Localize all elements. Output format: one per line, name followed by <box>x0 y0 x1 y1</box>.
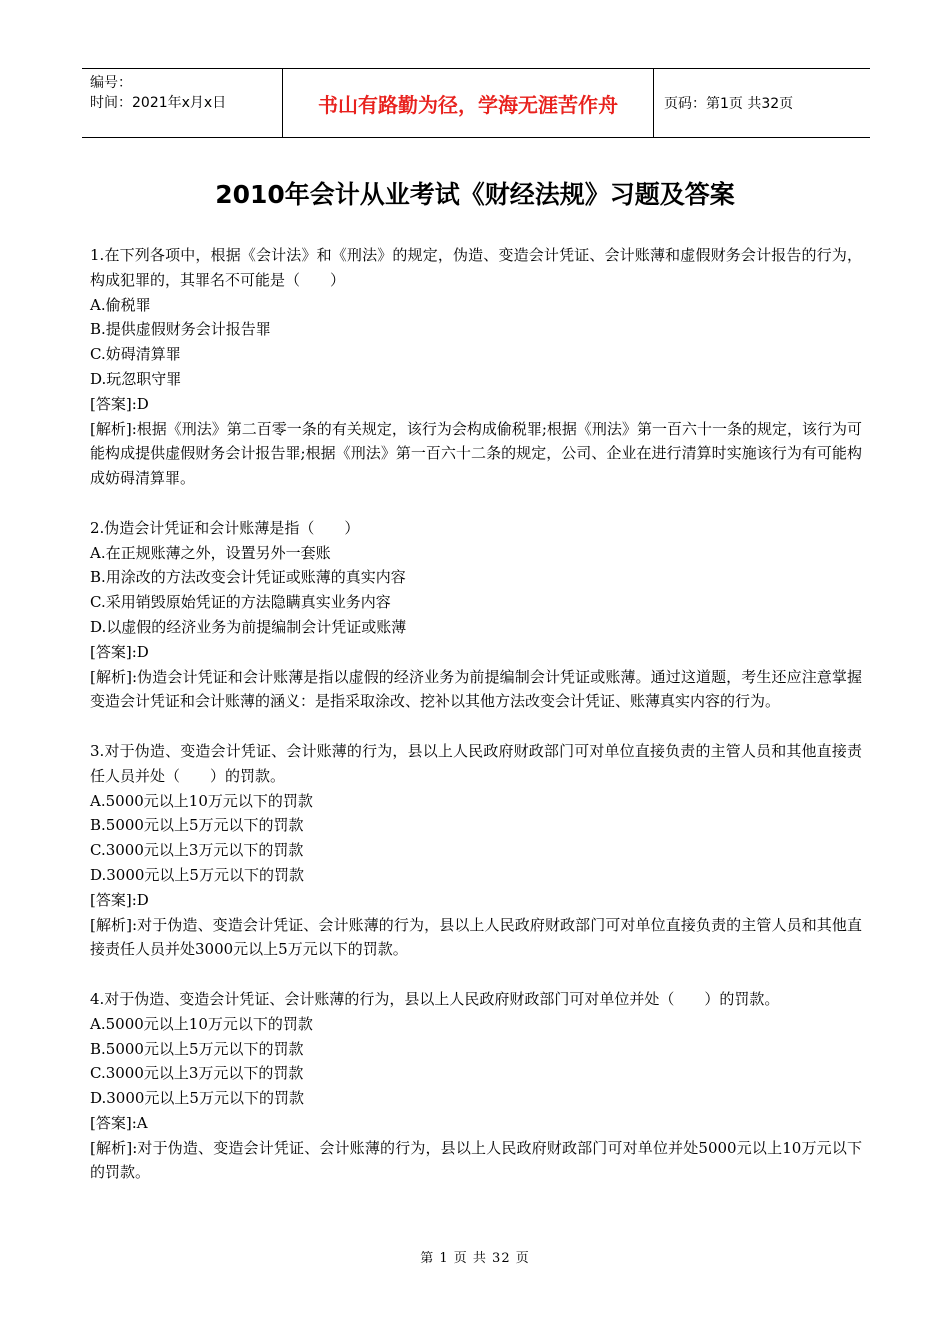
document-header <box>82 68 870 138</box>
question-analysis: [解析]:伪造会计凭证和会计账薄是指以虚假的经济业务为前提编制会计凭证或账薄。通过这道题，考生还应注意掌握变造会计凭证和会计账薄的涵义：是指采取涂改、挖补以其他方法改变会计凭证、账薄真实内容的行为。 <box>90 667 862 711</box>
question-option: B.5000元以上5万元以下的罚款 <box>90 1039 304 1058</box>
question-answer: [答案]:A <box>90 1113 148 1132</box>
page-footer: 第 1 页 共 32 页 <box>420 1251 530 1266</box>
question-option: A.5000元以上10万元以下的罚款 <box>90 1014 313 1033</box>
question-item <box>90 243 862 491</box>
question-stem: 3.对于伪造、变造会计凭证、会计账薄的行为，县以上人民政府财政部门可对单位直接负责的主管人员和其他直接责任人员并处（ ）的罚款。 <box>90 741 862 785</box>
question-option: D.玩忽职守罪 <box>90 369 182 388</box>
question-analysis: [解析]:对于伪造、变造会计凭证、会计账薄的行为，县以上人民政府财政部门可对单位直接负责的主管人员和其他直接责任人员并处3000元以上5万元以下的罚款。 <box>90 915 862 959</box>
question-option: A.偷税罪 <box>90 295 151 314</box>
question-option: C.3000元以上3万元以下的罚款 <box>90 841 304 860</box>
question-stem: 1.在下列各项中，根据《会计法》和《刑法》的规定，伪造、变造会计凭证、会计账薄和虚假财务会计报告的行为，构成犯罪的，其罪名不可能是（ ） <box>90 246 862 289</box>
question-option: D.以虚假的经济业务为前提编制会计凭证或账薄 <box>90 617 407 636</box>
question-option: B.用涂改的方法改变会计凭证或账薄的真实内容 <box>90 568 406 587</box>
header-motto: 书山有路勤为径，学海无涯苦作舟 <box>282 69 654 137</box>
question-item <box>90 516 862 714</box>
header-page-info: 页码：第1页 共32页 <box>664 96 794 112</box>
question-option: B.5000元以上5万元以下的罚款 <box>90 816 304 835</box>
question-answer: [答案]:D <box>90 890 149 909</box>
question-option: B.提供虚假财务会计报告罪 <box>90 320 271 339</box>
question-stem: 2.伪造会计凭证和会计账薄是指（ ） <box>90 518 360 537</box>
question-option: A.5000元以上10万元以下的罚款 <box>90 791 313 810</box>
question-answer: [答案]:D <box>90 642 149 661</box>
question-option: C.3000元以上3万元以下的罚款 <box>90 1064 304 1083</box>
document-title: 2010年会计从业考试《财经法规》习题及答案 <box>215 180 735 209</box>
question-option: A.在正规账薄之外，设置另外一套账 <box>90 543 331 562</box>
document-number-label: 编号： <box>90 75 132 91</box>
question-analysis: [解析]:根据《刑法》第二百零一条的有关规定，该行为会构成偷税罪;根据《刑法》第一百六十一条的规定，该行为可能构成提供虚假财务会计报告罪;根据《刑法》第一百六十二条的规定，公司、企业在进行清算时实施该行为有可能构成妨碍清算罪。 <box>90 419 862 488</box>
question-stem: 4.对于伪造、变造会计凭证、会计账薄的行为，县以上人民政府财政部门可对单位并处（ ）的罚款。 <box>90 989 780 1008</box>
question-answer: [答案]:D <box>90 394 149 413</box>
question-item <box>90 987 862 1185</box>
question-analysis: [解析]:对于伪造、变造会计凭证、会计账薄的行为，县以上人民政府财政部门可对单位并处5000元以上10万元以下的罚款。 <box>90 1138 862 1182</box>
question-option: C.采用销毁原始凭证的方法隐瞒真实业务内容 <box>90 593 391 612</box>
document-time-label: 时间：2021年x月x日 <box>90 95 227 111</box>
question-option: D.3000元以上5万元以下的罚款 <box>90 1089 304 1108</box>
question-option: C.妨碍清算罪 <box>90 345 181 364</box>
question-item <box>90 739 862 962</box>
header-meta <box>82 69 282 137</box>
question-option: D.3000元以上5万元以下的罚款 <box>90 865 304 884</box>
question-list <box>90 243 862 1210</box>
